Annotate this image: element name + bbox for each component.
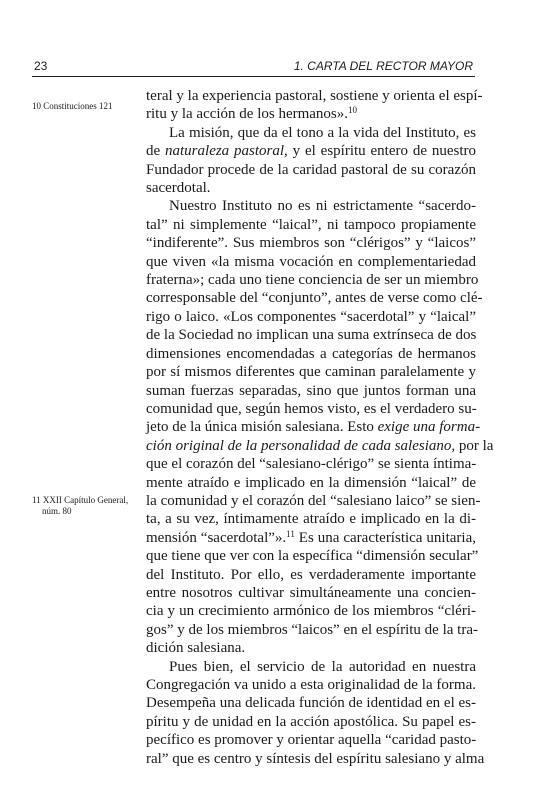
text-line: Desempeña una delicada función de identidad en el es- xyxy=(146,695,476,712)
text-line: ta, a su vez, íntimamente atraído e implicado en la di- xyxy=(146,511,476,528)
text-line: sacerdotal. xyxy=(146,180,211,197)
text-line: pecífico es promover y orientar aquella “caridad pasto- xyxy=(146,732,477,749)
italic-phrase: naturaleza pastoral, xyxy=(165,143,288,160)
text-line: Nuestro Instituto no es ni estrictamente “sacerdo- xyxy=(169,198,476,215)
text-line: ción original de la personalidad de cada salesiano, por la xyxy=(146,437,494,454)
text-line: Congregación va unido a esta originalidad de la forma. xyxy=(146,677,476,693)
text-line: Fundador procede de la caridad pastoral de su corazón xyxy=(146,161,476,178)
text-line: dimensiones encomendadas a categorías de hermanos xyxy=(146,345,476,362)
text-line: mente atraído e implicado en la dimensión “laical” de xyxy=(146,474,476,491)
text-line: suman fuerzas separadas, sino que juntos forman una xyxy=(146,382,476,399)
text-line: “indiferente”. Sus miembros son “clérigos” y “laicos” xyxy=(146,235,476,252)
footnote-ref-11: 11 xyxy=(286,528,295,539)
text-line: que el corazón del “salesiano-clérigo” se sienta íntima- xyxy=(146,456,477,473)
text-line: que viven «la misma vocación en complementariedad xyxy=(146,253,476,270)
text-line: gos” y de los miembros “laicos” en el espíritu de la tra- xyxy=(146,621,478,638)
text-line: jeto de la única misión salesiana. Esto exige una forma- xyxy=(146,419,481,436)
body-text xyxy=(146,87,494,768)
text-line: La misión, que da el tono a la vida del Instituto, es xyxy=(169,124,476,141)
page-number: 23 xyxy=(34,59,48,73)
running-head-title: 1. CARTA DEL RECTOR MAYOR xyxy=(293,59,473,73)
text-line: fraterna»; cada uno tiene conciencia de ser un miembro xyxy=(146,272,479,289)
text-line: de la Sociedad no implican una suma extrínseca de dos xyxy=(146,327,477,344)
text-line: dición salesiana. xyxy=(146,640,246,657)
text-line: de naturaleza pastoral, y el espíritu entero de nuestro xyxy=(146,143,476,160)
margin-note-11-line2: núm. 80 xyxy=(42,506,72,516)
running-header xyxy=(32,58,475,77)
text-line: comunidad que, según hemos visto, es el verdadero su- xyxy=(146,400,477,417)
text-line: la comunidad y el corazón del “salesiano laico” se sien- xyxy=(146,492,481,509)
text-line: teral y la experiencia pastoral, sostiene y orienta el espí- xyxy=(146,88,483,104)
text-line: mensión “sacerdotal”».$^{11}$ Es una característica unitaria, xyxy=(146,528,476,546)
text-line: corresponsable del “conjunto”, antes de verse como clé- xyxy=(146,290,483,307)
text-line: del Instituto. Por ello, es verdaderamente importante xyxy=(146,566,476,583)
margin-note-10: 10 Constituciones 121 xyxy=(32,101,113,111)
text-line: tal” ni simplemente “laical”, ni tampoco propiamente xyxy=(146,216,476,233)
margin-note-11-line1: 11 XXII Capítulo General, xyxy=(32,495,129,505)
text-line: entre nosotros cultivar simultáneamente una concien- xyxy=(146,584,476,601)
footnote-ref-10: 10 xyxy=(348,105,358,116)
text-line: por sí mismos diferentes que caminan paralelamente y xyxy=(146,364,476,381)
text-line: píritu y de unidad en la acción apostólica. Su papel es- xyxy=(146,713,476,730)
text-line: que tiene que ver con la específica “dimensión secular” xyxy=(146,548,479,565)
text-line: rigo o laico. «Los componentes “sacerdotal” y “laical” xyxy=(146,308,476,325)
text-line: Pues bien, el servicio de la autoridad en nuestra xyxy=(169,658,476,675)
text-line: ritu y la acción de los hermanos».$^{10}$ xyxy=(146,105,358,123)
text-line: cia y un crecimiento armónico de los miembros “cléri- xyxy=(146,603,476,620)
margin-note-11 xyxy=(32,495,140,517)
text-line: ral” que es centro y síntesis del espíritu salesiano y alma xyxy=(146,750,485,767)
italic-phrase: ción original de la personalidad de cada salesiano, xyxy=(146,437,456,454)
italic-phrase: exige una forma- xyxy=(377,419,481,436)
